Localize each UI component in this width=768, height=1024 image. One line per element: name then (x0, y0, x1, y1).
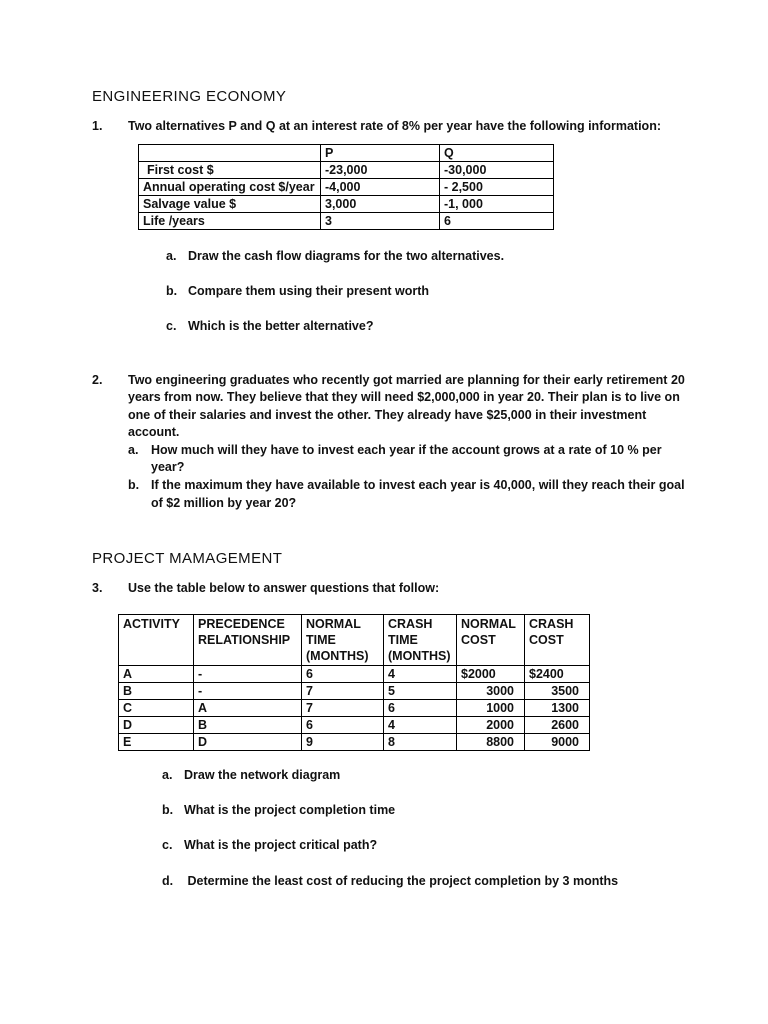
table-cell: Annual operating cost $/year (139, 179, 321, 196)
header-line: (MONTHS) (306, 649, 369, 663)
table-cell: -30,000 (440, 162, 554, 179)
q2-item-label: b. (128, 478, 140, 492)
header-line: (MONTHS) (388, 649, 451, 663)
table-cell: 3500 (525, 683, 590, 700)
q3-item-label: b. (162, 803, 174, 817)
header-line: TIME (306, 633, 336, 647)
q2-item-line: year? (151, 460, 185, 474)
table-cell: 1000 (457, 700, 525, 717)
table-cell: - (194, 683, 302, 700)
table-cell: 5 (384, 683, 457, 700)
table-row (119, 700, 590, 717)
table-cell: B (194, 717, 302, 734)
table-cell: 3 (321, 213, 440, 230)
header-line: CRASH (388, 617, 433, 631)
table-cell: 8800 (457, 734, 525, 751)
q2-line: Two engineering graduates who recently got married are planning for their early retirement 20 (128, 373, 685, 387)
table-row (119, 683, 590, 700)
table-cell: D (119, 717, 194, 734)
q2-line: account. (128, 425, 180, 439)
table-header-cell: P (321, 145, 440, 162)
table-cell: 2000 (457, 717, 525, 734)
table-cell: -23,000 (321, 162, 440, 179)
header-line: ACTIVITY (123, 617, 180, 631)
table-header-cell: Q (440, 145, 554, 162)
table-cell: E (119, 734, 194, 751)
header-line: NORMAL (461, 617, 516, 631)
table-row (139, 162, 554, 179)
table-cell: 8 (384, 734, 457, 751)
table-cell: -4,000 (321, 179, 440, 196)
table-cell: 7 (302, 683, 384, 700)
table-cell: A (194, 700, 302, 717)
table-cell: 9000 (525, 734, 590, 751)
table-cell: 6 (302, 666, 384, 683)
header-line: PRECEDENCE (198, 617, 285, 631)
q3-item-text: Determine the least cost of reducing the project completion by 3 months (184, 874, 619, 888)
header-line: NORMAL (306, 617, 361, 631)
table-cell: 6 (384, 700, 457, 717)
activity-table (118, 614, 590, 751)
q3-item-text: What is the project completion time (184, 803, 396, 817)
table-cell: 3000 (457, 683, 525, 700)
table-cell: A (119, 666, 194, 683)
table-cell: - (194, 666, 302, 683)
table-cell: -1, 000 (440, 196, 554, 213)
table-cell: 3,000 (321, 196, 440, 213)
table-header-row (119, 615, 590, 666)
q2-line: years from now. They believe that they will need $2,000,000 in year 20. Their plan is to live on (128, 390, 680, 404)
table-cell: - 2,500 (440, 179, 554, 196)
table-header-cell (384, 615, 457, 666)
q1-item-label: a. (166, 249, 177, 263)
table-cell: $2000 (457, 666, 525, 683)
table-row (119, 734, 590, 751)
table-cell: 6 (302, 717, 384, 734)
table-row (119, 717, 590, 734)
q3-item-text: What is the project critical path? (184, 838, 378, 852)
q2-item-label: a. (128, 443, 139, 457)
section-title-project-management: PROJECT MAMAGEMENT (92, 550, 283, 567)
table-cell: 4 (384, 717, 457, 734)
alternatives-table (138, 144, 554, 230)
table-header-row (139, 145, 554, 162)
table-cell: 9 (302, 734, 384, 751)
table-cell: 6 (440, 213, 554, 230)
q3-item-label: c. (162, 838, 173, 852)
table-header-cell (139, 145, 321, 162)
table-cell: $2400 (525, 666, 590, 683)
q1-number: 1. (92, 119, 103, 133)
table-cell: 4 (384, 666, 457, 683)
q1-item-label: c. (166, 319, 177, 333)
header-line: CRASH (529, 617, 574, 631)
q1-item-text: Draw the cash flow diagrams for the two alternatives. (188, 249, 505, 263)
q3-item-label: d. (162, 874, 174, 888)
table-cell: C (119, 700, 194, 717)
table-cell: Salvage value $ (139, 196, 321, 213)
q2-item-line: If the maximum they have available to invest each year is 40,000, will they reach their goal (151, 478, 685, 492)
table-row (119, 666, 590, 683)
table-cell: 2600 (525, 717, 590, 734)
table-header-cell (302, 615, 384, 666)
q1-item-text: Which is the better alternative? (188, 319, 374, 333)
q1-text: Two alternatives P and Q at an interest rate of 8% per year have the following information: (128, 119, 661, 133)
q3-text: Use the table below to answer questions that follow: (128, 581, 440, 595)
table-row (139, 213, 554, 230)
q2-item-line: How much will they have to invest each year if the account grows at a rate of 10 % per (151, 443, 662, 457)
header-line: COST (529, 633, 564, 647)
section-title-engineering-economy: ENGINEERING ECONOMY (92, 88, 287, 105)
q3-item-text: Draw the network diagram (184, 768, 341, 782)
q2-number: 2. (92, 373, 103, 387)
table-header-cell (194, 615, 302, 666)
table-header-cell (119, 615, 194, 666)
table-header-cell (525, 615, 590, 666)
table-cell: 1300 (525, 700, 590, 717)
table-row (139, 179, 554, 196)
q3-number: 3. (92, 581, 103, 595)
q2-item-line: of $2 million by year 20? (151, 496, 297, 510)
q1-item-text: Compare them using their present worth (188, 284, 430, 298)
q3-item-label: a. (162, 768, 173, 782)
table-cell: 7 (302, 700, 384, 717)
table-cell: First cost $ (139, 162, 321, 179)
q1-item-label: b. (166, 284, 178, 298)
header-line: TIME (388, 633, 418, 647)
table-cell: D (194, 734, 302, 751)
q2-line: one of their salaries and invest the other. They already have $25,000 in their investment (128, 408, 647, 422)
header-line: RELATIONSHIP (198, 633, 291, 647)
table-cell: B (119, 683, 194, 700)
header-line: COST (461, 633, 496, 647)
table-row (139, 196, 554, 213)
table-header-cell (457, 615, 525, 666)
table-cell: Life /years (139, 213, 321, 230)
